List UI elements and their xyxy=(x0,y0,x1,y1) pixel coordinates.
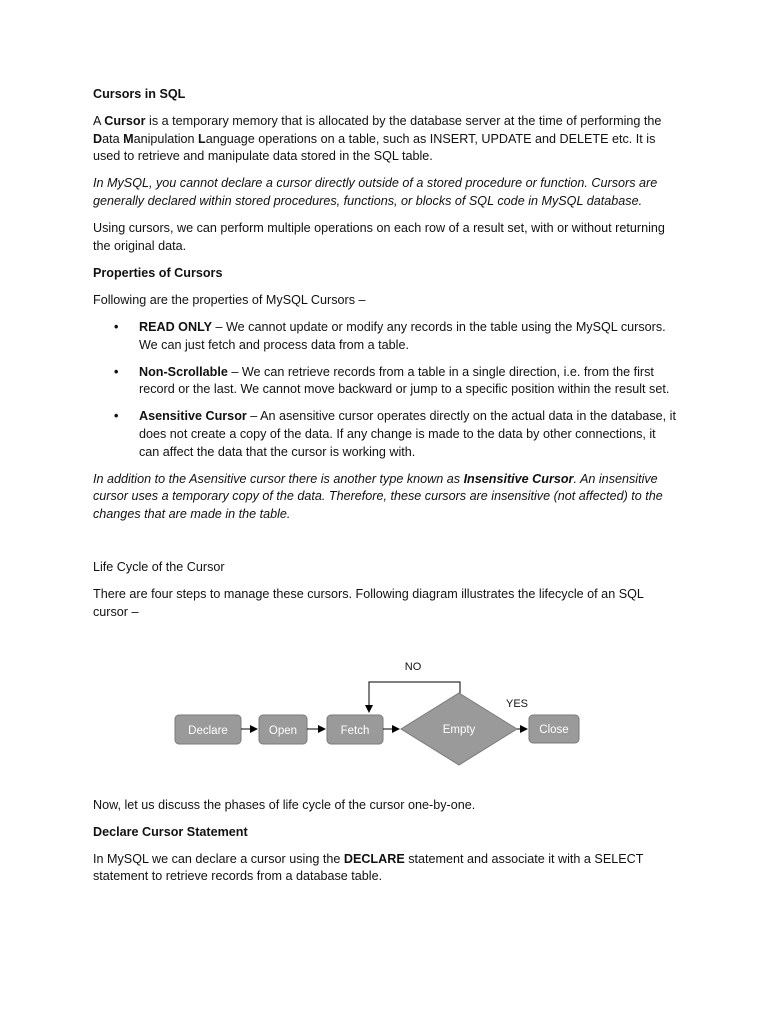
lifecycle-transition: Now, let us discuss the phases of life cycle of the cursor one-by-one. xyxy=(93,797,476,812)
document-body xyxy=(93,86,678,896)
properties-list xyxy=(93,319,678,461)
term-insensitive-cursor: Insensitive Cursor xyxy=(463,471,574,486)
acronym-letter-m: M xyxy=(123,131,134,146)
list-item xyxy=(139,364,678,399)
intro-text: ata xyxy=(102,131,124,146)
note-text: . An insensitive cursor uses a temporary copy of the data. Therefore, these cursors are insensitive (not affected) to the changes that are made in the table. xyxy=(93,471,663,521)
lifecycle-flowchart xyxy=(93,631,678,791)
keyword-declare: DECLARE xyxy=(343,851,405,866)
property-term: Asensitive Cursor xyxy=(139,409,247,424)
property-text: – We can retrieve records from a table in a single direction, i.e. from the first record or the last. We cannot move backward or jump to a specific position within the result set. xyxy=(139,364,670,397)
list-item xyxy=(139,408,678,461)
insensitive-note xyxy=(93,471,678,524)
intro-paragraph xyxy=(93,113,678,166)
property-text: – An asensitive cursor operates directly on the actual data in the database, it does not create a copy of the data. If any change is made to the data by other connections, it can affect the data that the cursor is working with. xyxy=(139,409,676,459)
empty-label: Empty xyxy=(442,723,476,736)
cursor-lifecycle-diagram xyxy=(93,631,678,791)
no-label: NO xyxy=(404,660,422,673)
property-text: – We cannot update or modify any records in the table using the MySQL cursors. We can just fetch and process data from a table. xyxy=(139,319,666,352)
declare-paragraph xyxy=(93,851,678,886)
cursor-usage-paragraph: Using cursors, we can perform multiple operations on each row of a result set, with or without returning the original data. xyxy=(93,221,665,253)
property-term: READ ONLY xyxy=(139,319,213,334)
spacer xyxy=(93,533,678,559)
yes-label: YES xyxy=(505,697,529,710)
fetch-label: Fetch xyxy=(340,724,370,737)
lifecycle-lead: There are four steps to manage these cursors. Following diagram illustrates the lifecycle of an SQL cursor – xyxy=(93,586,644,619)
intro-text: anipulation xyxy=(133,131,199,146)
open-label: Open xyxy=(268,724,298,737)
declare-heading: Declare Cursor Statement xyxy=(93,824,248,839)
intro-text: is a temporary memory that is allocated by the database server at the time of performing the xyxy=(145,114,662,129)
close-label: Close xyxy=(539,723,569,736)
intro-text: anguage operations on a table, such as INSERT, UPDATE and DELETE etc. It is used to retrieve and manipulate data stored in the SQL table. xyxy=(93,131,656,164)
declare-text: In MySQL we can declare a cursor using the xyxy=(93,851,344,866)
acronym-letter-d: D xyxy=(93,131,103,146)
properties-lead: Following are the properties of MySQL Cursors – xyxy=(93,292,366,307)
list-item xyxy=(139,319,678,354)
mysql-note: In MySQL, you cannot declare a cursor directly outside of a stored procedure or function. Cursors are generally declared within stored procedures, functions, or blocks of SQL code in MySQL database. xyxy=(93,176,658,208)
properties-heading: Properties of Cursors xyxy=(93,265,223,280)
declare-text: statement and associate it with a SELECT statement to retrieve records from a database table. xyxy=(93,851,644,884)
note-text: In addition to the Asensitive cursor there is another type known as xyxy=(93,471,464,486)
page-title: Cursors in SQL xyxy=(93,87,186,101)
lifecycle-heading: Life Cycle of the Cursor xyxy=(93,559,225,574)
intro-text: A xyxy=(93,114,105,129)
term-cursor: Cursor xyxy=(104,114,146,129)
declare-label: Declare xyxy=(188,724,228,737)
acronym-letter-l: L xyxy=(198,131,206,146)
property-term: Non-Scrollable xyxy=(139,364,228,379)
